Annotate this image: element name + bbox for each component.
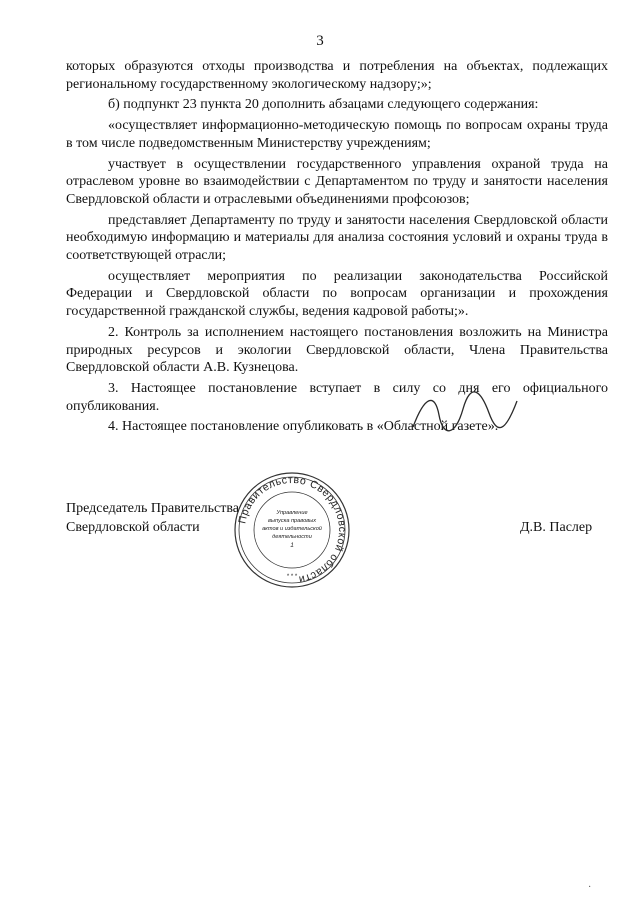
signature-title-line2: Свердловской области	[66, 520, 200, 535]
signature-title	[66, 499, 239, 537]
stamp-stars: * * *	[286, 574, 298, 580]
corner-mark: ·	[588, 882, 592, 893]
signature-title-line1: Председатель Правительства	[66, 501, 239, 516]
stamp-inner-line2: выпуска правовых	[267, 518, 317, 524]
paragraph-control: 2. Контроль за исполнением настоящего постановления возложить на Министра природных ресурсов и экологии Свердловской области, Члена Правительства Свердловской области А.В. Кузнецова.	[66, 324, 608, 376]
handwritten-signature	[405, 385, 525, 445]
stamp-outer-text: Правительство Свердловской области	[236, 473, 349, 586]
stamp-inner-number: 1	[290, 542, 294, 549]
stamp-inner-line1: Управление	[276, 510, 308, 516]
paragraph-continuation: которых образуются отходы производства и потребления на объектах, подлежащих региональному государственному экологическому надзору;»;	[66, 59, 608, 92]
paragraph-effective: 3. Настоящее постановление вступает в силу со дня его официального опубликования.	[66, 380, 608, 414]
paragraph-participates: участвует в осуществлении государственного управления охраной труда на отраслевом уровне во взаимодействии с Департаментом по труду и занятости населения Свердловской области и отраслевыми объединениями профсоюзов;	[66, 156, 608, 207]
paragraph-publish: 4. Настоящее постановление опубликовать в «Областной газете».	[108, 419, 499, 435]
page-number: 3	[316, 33, 324, 49]
official-seal	[232, 470, 352, 590]
stamp-inner-line4: деятельности	[272, 534, 312, 540]
signer-name: Д.В. Паслер	[520, 520, 593, 535]
document-body	[66, 58, 608, 439]
paragraph-info-help: «осуществляет информационно-методическую помощь по вопросам охраны труда в том числе подведомственным Министерству учреждениям;	[66, 118, 608, 151]
stamp-inner-line3: актов и издательской	[262, 526, 322, 532]
paragraph-implements: осуществляет мероприятия по реализации законодательства Российской Федерации и Свердловской области по вопросам организации и прохождения государственной гражданской службы, ведения кадровой работы;».	[66, 268, 608, 320]
paragraph-subitem-b: б) подпункт 23 пункта 20 дополнить абзацами следующего содержания:	[108, 97, 539, 113]
paragraph-provides: представляет Департаменту по труду и занятости населения Свердловской области необходимую информацию и материалы для анализа состояния условий и охраны труда в соответствующей отрасли;	[66, 212, 608, 264]
